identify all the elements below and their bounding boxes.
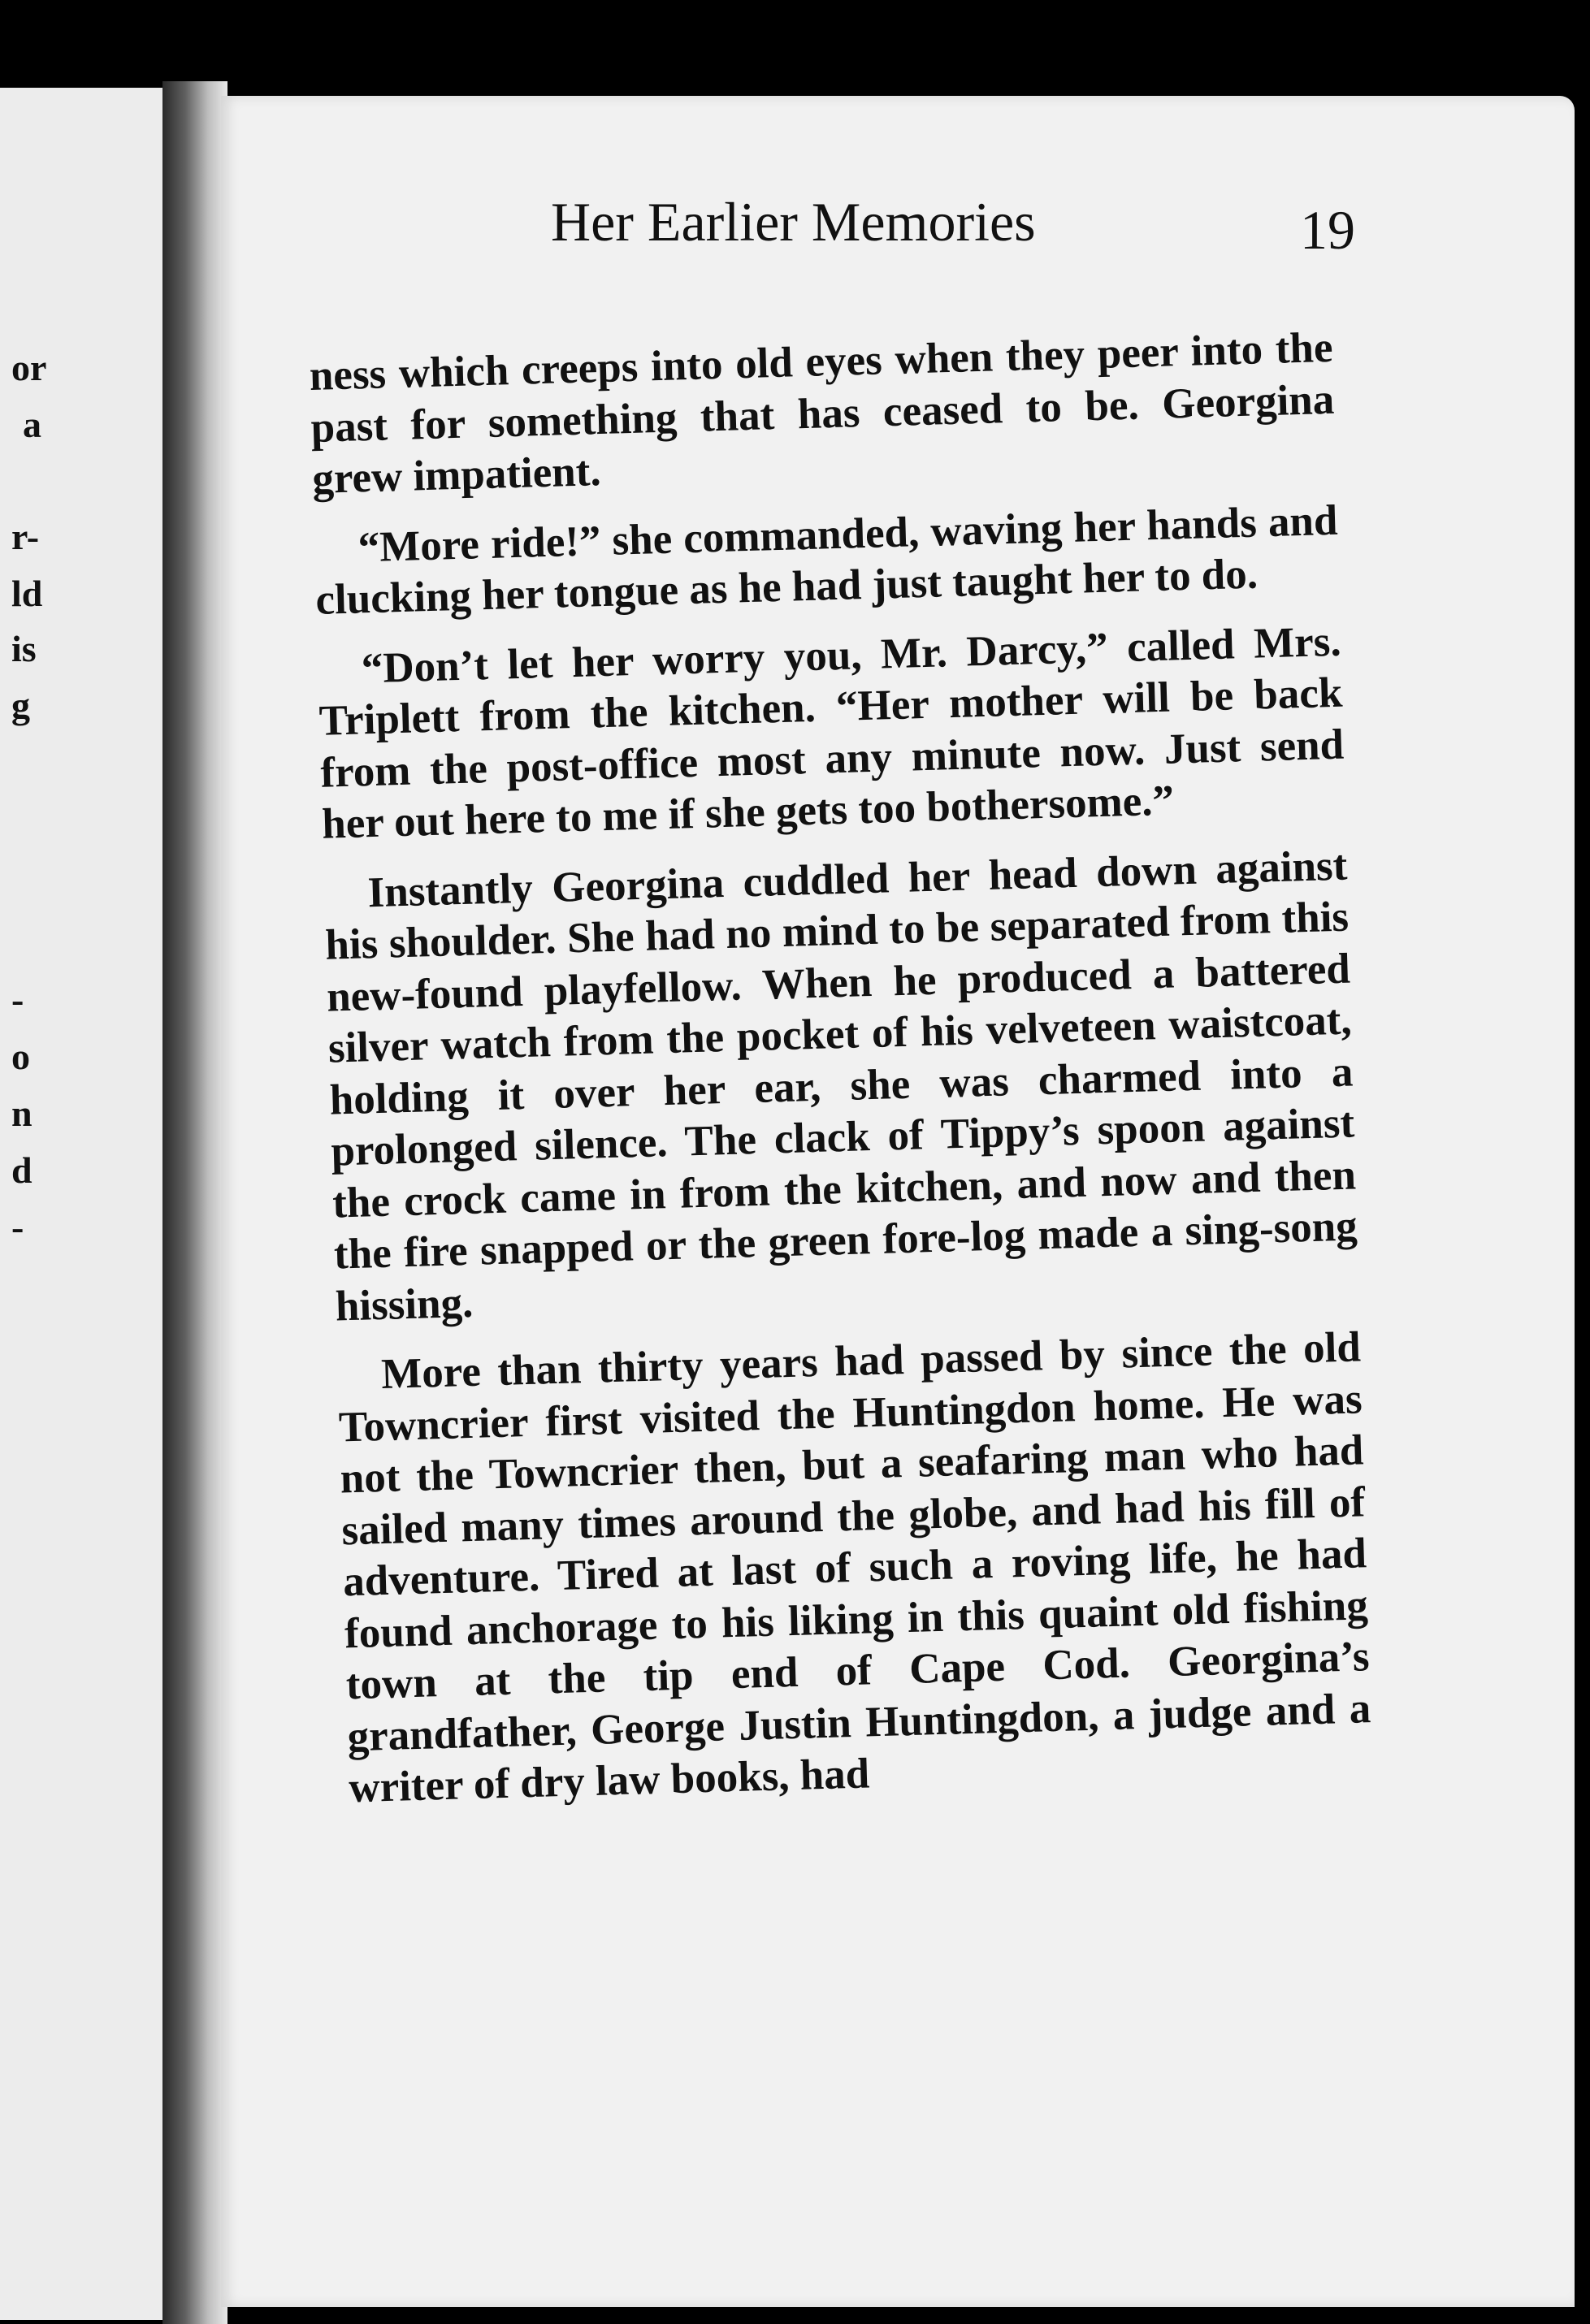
margin-fragment: o — [11, 1036, 30, 1077]
book-spine-shadow — [162, 81, 227, 2324]
margin-fragment: n — [11, 1093, 32, 1134]
margin-fragment: g — [11, 685, 30, 726]
paragraph: More than thirty years had passed by since the old Towncrier first visited the Huntingdon home. He was not the Towncrier then, but a seafaring man who had sailed many times around the globe, and had his fill of adventure. Tired at last of such a roving life, he had found anchorage to his liking in this quaint old fishing town at the tip end of Cape Cod. Georgina’s grandfather, George Justin Huntingdon, a judge and a writer of dry law books, had — [338, 1323, 1371, 1812]
margin-fragment: a — [23, 404, 41, 445]
margin-fragment: r- — [11, 516, 40, 557]
margin-fragment: or — [11, 347, 47, 388]
running-title: Her Earlier Memories — [551, 191, 1036, 253]
paragraph: ness which creeps into old eyes when they peer into the past for something that has ceased to be. Georgina grew impatient. — [309, 323, 1335, 503]
margin-fragment: - — [11, 1206, 24, 1248]
margin-fragment: ld — [11, 573, 43, 614]
paragraph: “More ride!” she commanded, waving her hands and clucking her tongue as he had just taught her to do. — [314, 496, 1339, 624]
margin-fragment: is — [11, 628, 37, 669]
body-text — [309, 322, 1373, 1833]
page-header — [340, 182, 1355, 279]
paragraph: Instantly Georgina cuddled her head down against his shoulder. She had no mind to be separated from this new-found playfellow. When he produced a battered silver watch from the pocket of his velveteen waistcoat, holding it over her ear, she was charmed into a prolonged silence. The clack of Tippy’s spoon against the crock came in from the kitchen, and now and then the fire snapped or the green fore-log made a sing-song hissing. — [324, 842, 1358, 1331]
margin-fragment: d — [11, 1149, 32, 1191]
margin-fragment: - — [11, 979, 24, 1020]
page-number: 19 — [1300, 199, 1355, 261]
previous-page-edge — [0, 88, 162, 2320]
paragraph: “Don’t let her worry you, Mr. Darcy,” called Mrs. Triplett from the kitchen. “Her mother will be back from the post-office most any minute now. Just send her out here to me if she gets too bothersome.” — [318, 617, 1345, 848]
